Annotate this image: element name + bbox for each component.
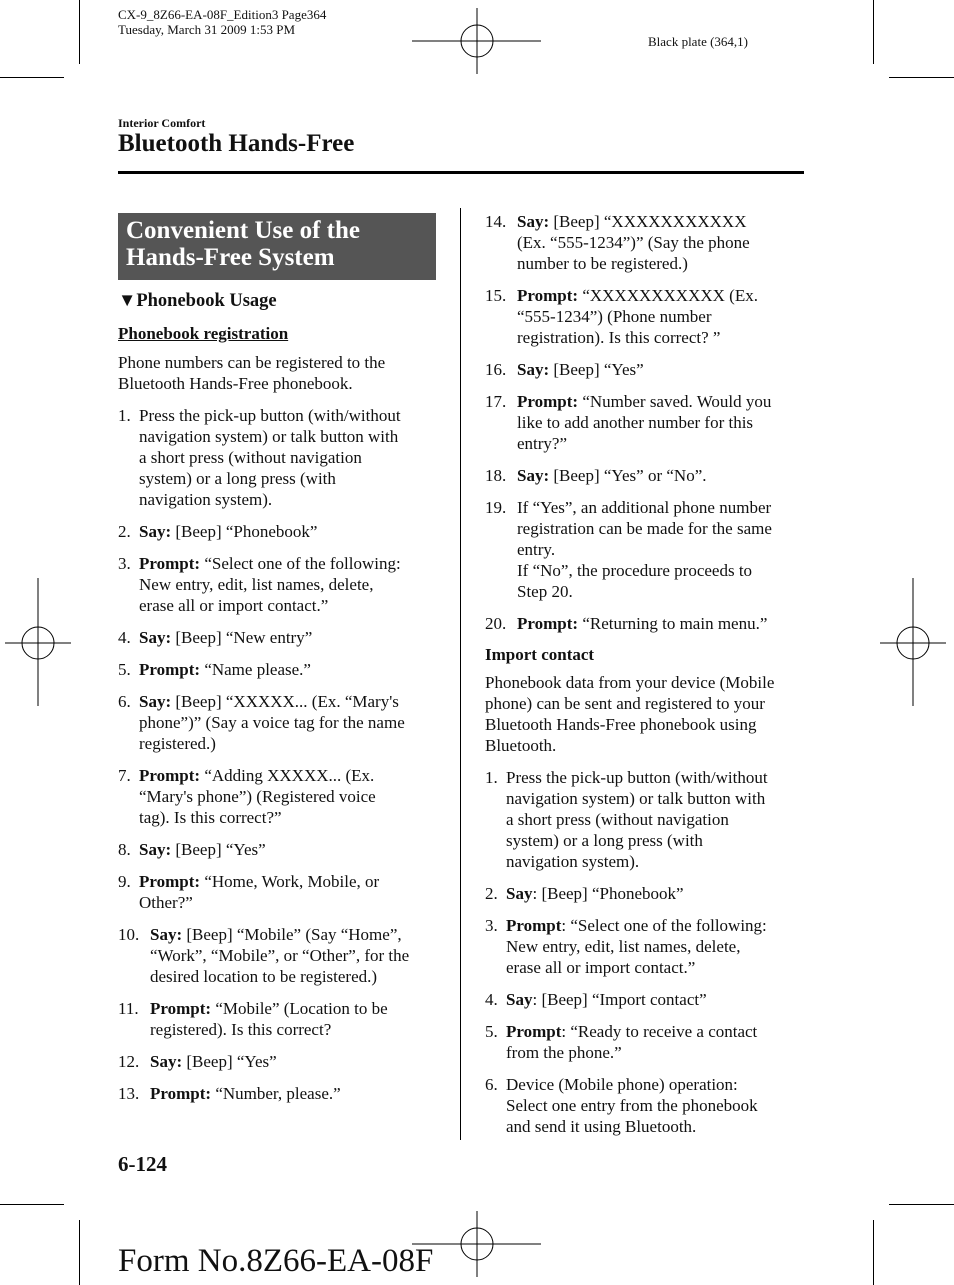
list-item — [485, 915, 815, 978]
step-text: [Beep] “Yes” or “No”. — [549, 466, 707, 485]
step-text: [Beep] “Yes” — [549, 360, 644, 379]
step-text: [Beep] “Yes” — [171, 840, 266, 859]
step-text: [Beep] “New entry” — [171, 628, 313, 647]
step-line — [150, 1051, 448, 1072]
step-number: 6. — [485, 1075, 498, 1094]
step-line — [517, 211, 815, 232]
step-label: Prompt: — [139, 660, 201, 679]
step-label: Say: — [139, 628, 172, 647]
list-item — [118, 627, 448, 648]
list-item — [118, 998, 448, 1040]
form-number: Form No.8Z66-EA-08F — [118, 1243, 434, 1279]
list-item — [118, 521, 448, 542]
step-number: 4. — [485, 990, 498, 1009]
list-item — [118, 659, 448, 680]
list-item — [118, 871, 448, 913]
step-line — [139, 786, 448, 807]
step-label: Prompt: — [517, 392, 579, 411]
import-heading: Import contact — [485, 645, 595, 664]
step-line — [506, 1116, 815, 1137]
step-line — [517, 613, 815, 634]
step-line — [150, 966, 448, 987]
step-text: Select one entry from the phonebook — [506, 1096, 758, 1115]
step-line — [139, 627, 448, 648]
step-line — [506, 1095, 815, 1116]
right-column — [485, 211, 815, 1137]
step-line — [139, 574, 448, 595]
step-line — [139, 871, 448, 892]
registration-steps — [118, 405, 448, 1104]
step-label: Say: — [517, 212, 550, 231]
plate-label: Black plate (364,1) — [648, 34, 748, 49]
step-number: 12. — [118, 1052, 140, 1071]
registration-intro — [118, 352, 448, 394]
step-text: [Beep] “Mobile” (Say “Home”, — [182, 925, 402, 944]
subhead — [118, 291, 448, 312]
step-line — [506, 915, 815, 936]
step-text: “Number, please.” — [211, 1084, 341, 1103]
step-text: New entry, edit, list names, delete, — [506, 937, 741, 956]
text-line: Bluetooth Hands-Free phonebook. — [118, 374, 353, 393]
step-label: Prompt: — [139, 554, 201, 573]
step-text: entry. — [517, 540, 556, 559]
step-number: 3. — [118, 554, 131, 573]
step-line — [506, 830, 815, 851]
step-line — [139, 468, 448, 489]
step-line — [517, 433, 815, 454]
step-label: Say — [506, 990, 533, 1009]
step-text: a short press (without navigation — [139, 448, 362, 467]
step-line — [139, 839, 448, 860]
list-item — [485, 883, 815, 904]
step-line — [139, 733, 448, 754]
step-text: navigation system). — [139, 490, 273, 509]
step-number: 14. — [485, 212, 507, 231]
step-line — [517, 518, 815, 539]
step-line — [517, 306, 815, 327]
list-item — [118, 1083, 448, 1104]
step-number: 2. — [118, 522, 131, 541]
list-item — [485, 285, 815, 348]
step-text: erase all or import contact.” — [139, 596, 329, 615]
step-text: Press the pick-up button (with/without — [139, 406, 401, 425]
step-text: “Work”, “Mobile”, or “Other”, for the — [150, 946, 410, 965]
step-label: Prompt: — [517, 286, 579, 305]
step-line — [517, 560, 815, 581]
step-number: 9. — [118, 872, 131, 891]
page-title: Bluetooth Hands-Free — [118, 130, 355, 157]
step-text: Step 20. — [517, 582, 573, 601]
topic-banner — [118, 213, 436, 280]
list-item — [118, 839, 448, 860]
step-text: : “Ready to receive a contact — [561, 1022, 758, 1041]
title-rule — [118, 171, 804, 174]
step-line — [517, 581, 815, 602]
step-text: [Beep] “Yes” — [182, 1052, 277, 1071]
print-header-file: CX-9_8Z66-EA-08F_Edition3 Page364 — [118, 7, 327, 22]
step-text: Device (Mobile phone) operation: — [506, 1075, 738, 1094]
step-label: Say: — [139, 522, 172, 541]
step-line — [506, 1042, 815, 1063]
step-text: number to be registered.) — [517, 254, 688, 273]
step-line — [506, 1074, 815, 1095]
text-line: phone) can be sent and registered to your — [485, 694, 765, 713]
step-line — [517, 232, 815, 253]
step-text: system) or a long press (with — [139, 469, 336, 488]
left-column — [118, 291, 448, 1104]
step-number: 16. — [485, 360, 507, 379]
text-line: Phone numbers can be registered to the — [118, 353, 386, 372]
step-number: 18. — [485, 466, 507, 485]
step-text: navigation system) or talk button with — [506, 789, 766, 808]
step-label: Prompt — [506, 1022, 562, 1041]
step-number: 8. — [118, 840, 131, 859]
step-text: navigation system). — [506, 852, 640, 871]
list-item — [485, 989, 815, 1010]
step-text: [Beep] “Phonebook” — [171, 522, 318, 541]
step-number: 19. — [485, 498, 507, 517]
step-text: “Number saved. Would you — [578, 392, 772, 411]
step-line — [150, 924, 448, 945]
list-item — [118, 405, 448, 510]
step-number: 2. — [485, 884, 498, 903]
step-text: desired location to be registered.) — [150, 967, 378, 986]
step-text: “XXXXXXXXXXX (Ex. — [578, 286, 758, 305]
step-label: Say: — [139, 692, 172, 711]
section-label: Interior Comfort — [118, 116, 206, 130]
step-text: Press the pick-up button (with/without — [506, 768, 768, 787]
step-text: erase all or import contact.” — [506, 958, 696, 977]
step-number: 5. — [118, 660, 131, 679]
step-text: : [Beep] “Import contact” — [532, 990, 707, 1009]
step-text: “Mobile” (Location to be — [211, 999, 388, 1018]
step-line — [139, 426, 448, 447]
step-line — [139, 405, 448, 426]
step-text: “Returning to main menu.” — [578, 614, 768, 633]
step-line — [517, 253, 815, 274]
step-line — [139, 595, 448, 616]
step-line — [517, 465, 815, 486]
triangle-down-icon: ▼ — [118, 291, 137, 311]
step-text: “Mary's phone”) (Registered voice — [139, 787, 376, 806]
step-text: “Home, Work, Mobile, or — [200, 872, 380, 891]
step-label: Say: — [139, 840, 172, 859]
step-label: Prompt: — [139, 872, 201, 891]
text-line: Phonebook data from your device (Mobile — [485, 673, 775, 692]
list-item — [118, 924, 448, 987]
step-text: like to add another number for this — [517, 413, 754, 432]
step-text: “Name please.” — [200, 660, 311, 679]
step-text: If “No”, the procedure proceeds to — [517, 561, 753, 580]
step-line — [506, 989, 815, 1010]
step-line — [150, 1083, 448, 1104]
registration-steps-continued — [485, 211, 815, 634]
step-line — [506, 957, 815, 978]
step-label: Prompt: — [150, 999, 212, 1018]
step-line — [150, 945, 448, 966]
step-text: from the phone.” — [506, 1043, 622, 1062]
step-text: “Select one of the following: — [200, 554, 401, 573]
step-number: 17. — [485, 392, 507, 411]
list-item — [485, 613, 815, 634]
step-text: : [Beep] “Phonebook” — [532, 884, 684, 903]
step-line — [150, 998, 448, 1019]
step-text: If “Yes”, an additional phone number — [517, 498, 772, 517]
column-divider — [460, 208, 461, 1140]
step-number: 1. — [485, 768, 498, 787]
step-line — [139, 712, 448, 733]
list-item — [485, 359, 815, 380]
step-text: : “Select one of the following: — [561, 916, 767, 935]
step-line — [517, 497, 815, 518]
step-number: 11. — [118, 999, 139, 1018]
banner-line-2: Hands-Free System — [126, 244, 335, 271]
step-text: phone”)” (Say a voice tag for the name — [139, 713, 405, 732]
step-line — [506, 936, 815, 957]
list-item — [118, 553, 448, 616]
step-label: Say: — [150, 1052, 183, 1071]
step-line — [139, 553, 448, 574]
step-text: [Beep] “XXXXXXXXXXX — [549, 212, 747, 231]
step-line — [139, 521, 448, 542]
page-number: 6-124 — [118, 1152, 167, 1176]
text-line: Bluetooth. — [485, 736, 557, 755]
step-text: navigation system) or talk button with — [139, 427, 399, 446]
step-line — [506, 788, 815, 809]
list-item — [485, 211, 815, 274]
step-text: New entry, edit, list names, delete, — [139, 575, 374, 594]
print-header-date: Tuesday, March 31 2009 1:53 PM — [118, 22, 296, 37]
step-text: “Adding XXXXX... (Ex. — [200, 766, 375, 785]
step-label: Say: — [150, 925, 183, 944]
list-item — [485, 1021, 815, 1063]
step-line — [517, 391, 815, 412]
step-number: 5. — [485, 1022, 498, 1041]
step-line — [517, 359, 815, 380]
step-line — [506, 767, 815, 788]
step-number: 3. — [485, 916, 498, 935]
step-line — [506, 851, 815, 872]
step-text: entry?” — [517, 434, 568, 453]
step-text: Other?” — [139, 893, 193, 912]
step-line — [139, 659, 448, 680]
step-line — [517, 285, 815, 306]
list-item — [118, 765, 448, 828]
step-line — [506, 883, 815, 904]
step-label: Say — [506, 884, 533, 903]
step-line — [139, 892, 448, 913]
step-label: Prompt: — [150, 1084, 212, 1103]
step-text: registration). Is this correct? ” — [517, 328, 721, 347]
subhead-text: Phonebook Usage — [136, 291, 277, 311]
import-steps — [485, 767, 815, 1137]
step-text: registration can be made for the same — [517, 519, 772, 538]
print-header — [118, 7, 326, 37]
step-line — [517, 412, 815, 433]
step-line — [139, 807, 448, 828]
list-item — [118, 1051, 448, 1072]
step-number: 13. — [118, 1084, 140, 1103]
step-line — [150, 1019, 448, 1040]
step-label: Prompt: — [517, 614, 579, 633]
step-line — [517, 327, 815, 348]
step-number: 7. — [118, 766, 131, 785]
list-item — [485, 391, 815, 454]
step-line — [517, 539, 815, 560]
step-text: system) or a long press (with — [506, 831, 703, 850]
list-item — [485, 1074, 815, 1137]
step-text: a short press (without navigation — [506, 810, 729, 829]
step-number: 15. — [485, 286, 507, 305]
step-line — [506, 1021, 815, 1042]
step-label: Prompt: — [139, 766, 201, 785]
step-number: 20. — [485, 614, 507, 633]
step-line — [506, 809, 815, 830]
step-label: Prompt — [506, 916, 562, 935]
step-text: registered.) — [139, 734, 216, 753]
step-number: 1. — [118, 406, 131, 425]
step-line — [139, 489, 448, 510]
step-label: Say: — [517, 360, 550, 379]
step-text: and send it using Bluetooth. — [506, 1117, 697, 1136]
step-text: (Ex. “555-1234”)” (Say the phone — [517, 233, 750, 252]
import-intro — [485, 672, 815, 756]
list-item — [485, 465, 815, 486]
list-item — [485, 497, 815, 602]
text-line: Bluetooth Hands-Free phonebook using — [485, 715, 757, 734]
step-text: [Beep] “XXXXX... (Ex. “Mary's — [171, 692, 399, 711]
step-line — [139, 691, 448, 712]
step-number: 4. — [118, 628, 131, 647]
step-text: tag). Is this correct?” — [139, 808, 282, 827]
list-item — [118, 691, 448, 754]
step-label: Say: — [517, 466, 550, 485]
step-number: 10. — [118, 925, 140, 944]
list-item — [485, 767, 815, 872]
step-text: “555-1234”) (Phone number — [517, 307, 712, 326]
step-number: 6. — [118, 692, 131, 711]
step-line — [139, 765, 448, 786]
banner-line-1: Convenient Use of the — [126, 217, 361, 244]
step-line — [139, 447, 448, 468]
step-text: registered). Is this correct? — [150, 1020, 332, 1039]
registration-heading: Phonebook registration — [118, 324, 289, 343]
